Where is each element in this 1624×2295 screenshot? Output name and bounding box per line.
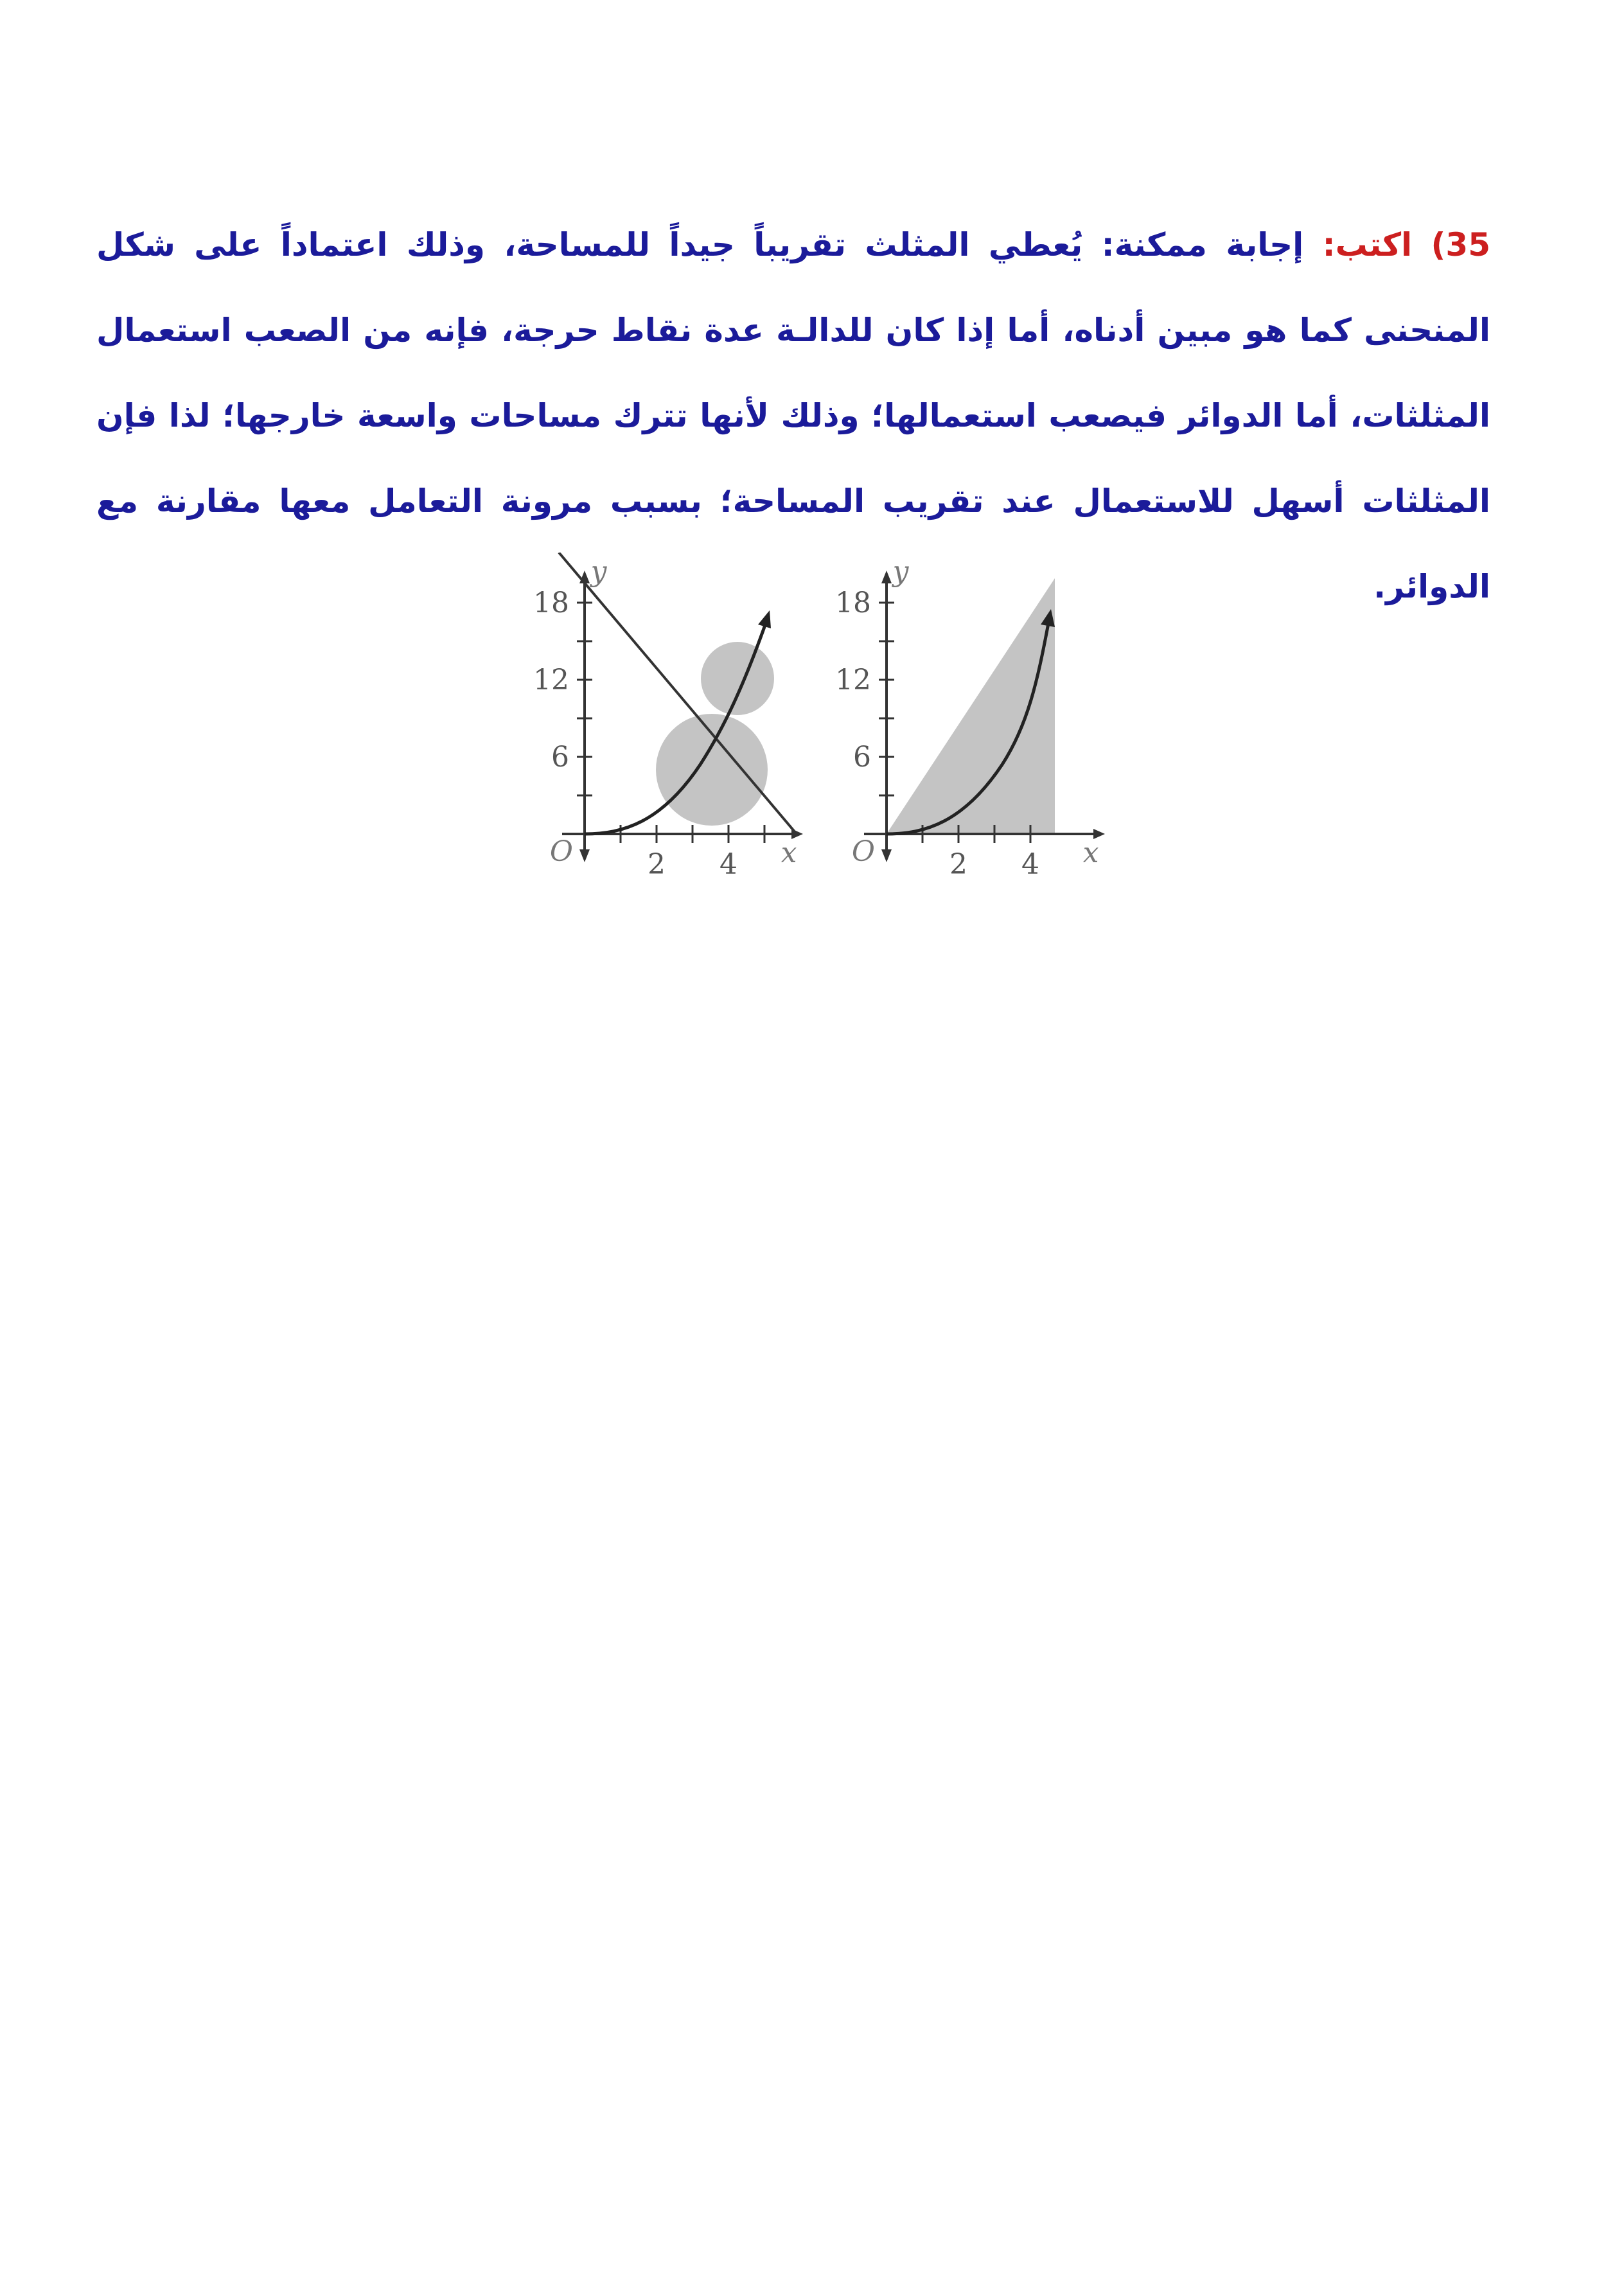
- upper-circle: [701, 642, 774, 715]
- question-label: اكتب: [1335, 226, 1413, 263]
- x-tick-4: 4: [1021, 848, 1039, 881]
- y-tick-6: 6: [853, 741, 871, 774]
- y-tick-18: 18: [533, 587, 569, 619]
- lower-circle: [656, 714, 768, 826]
- curve-arrow: [758, 610, 771, 628]
- y-axis-arrow-down: [881, 849, 892, 862]
- x-tick-4: 4: [719, 848, 737, 881]
- graph-circles: [514, 553, 809, 887]
- question-number: 35): [1431, 226, 1490, 263]
- y-axis-label: y: [590, 555, 607, 588]
- origin-label: O: [549, 835, 573, 868]
- question-label-colon: :: [1303, 226, 1336, 263]
- y-axis-arrow-down: [579, 849, 590, 862]
- graph-triangle: [816, 553, 1111, 887]
- y-tick-6: 6: [551, 741, 569, 774]
- y-tick-12: 12: [835, 664, 871, 696]
- x-axis-label: x: [1082, 837, 1099, 869]
- origin-label: O: [851, 835, 875, 868]
- figures-container: [514, 553, 1118, 887]
- x-tick-2: 2: [949, 848, 967, 881]
- x-axis-label: x: [781, 837, 797, 869]
- y-tick-18: 18: [835, 587, 871, 619]
- y-tick-12: 12: [533, 664, 569, 696]
- answer-text: إجابة ممكنة: يُعطي المثلث تقريباً جيداً للمساحة، وذلك اعتماداً على شكل المنحنى كما هو مبين أدناه، أما إذا كان للدالـة عدة نقاط حرجة، فإنه من الصعب استعمال المثلثات، أما الدوائر فيصعب استعمالها؛ وذلك لأنها تترك مساحات واسعة خارجها؛ لذا فإن المثلثات أسهل للاستعمال عند تقريب المساحة؛ بسبب مرونة التعامل معها مقارنة مع الدوائر.: [96, 226, 1490, 605]
- y-axis-arrow-up: [881, 571, 892, 583]
- x-tick-2: 2: [648, 848, 666, 881]
- y-axis-label: y: [892, 555, 909, 588]
